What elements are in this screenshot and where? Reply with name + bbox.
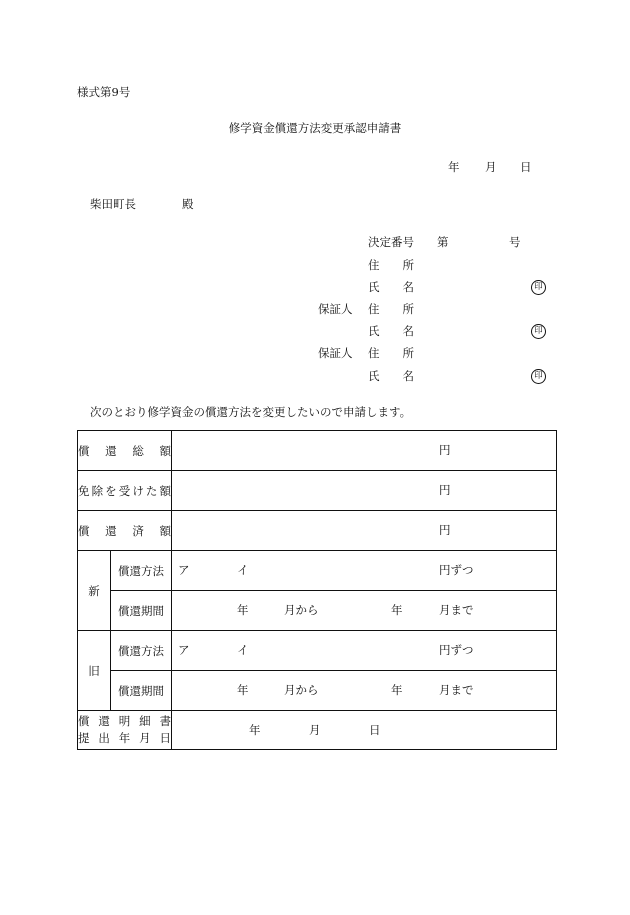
exempted-amount-value-cell bbox=[172, 471, 557, 511]
from-month-label: 月から bbox=[284, 603, 319, 617]
submission-month-label: 月 bbox=[309, 723, 321, 737]
yen-unit: 円 bbox=[439, 443, 451, 457]
label-char: 年 bbox=[118, 731, 131, 745]
method-a-marker: ア bbox=[178, 643, 190, 657]
label-char: 書 bbox=[159, 714, 171, 728]
applicant-name-label bbox=[368, 279, 414, 295]
label-char: 住 bbox=[368, 346, 380, 360]
label-char: 番 bbox=[391, 235, 403, 249]
label-char: け bbox=[132, 483, 144, 498]
table-row bbox=[78, 551, 557, 591]
label-char: 名 bbox=[402, 324, 414, 338]
to-month-label: 月まで bbox=[439, 603, 474, 617]
submission-day-label: 日 bbox=[369, 723, 381, 737]
form-number: 様式第9号 bbox=[77, 85, 131, 99]
label-char: 総 bbox=[132, 443, 144, 458]
old-method-value-cell bbox=[172, 631, 557, 671]
guarantor-1-name-label bbox=[368, 323, 414, 339]
label-char: 明 bbox=[118, 714, 131, 728]
label-char: 額 bbox=[159, 523, 171, 538]
exempted-amount-label bbox=[78, 483, 171, 499]
table-row bbox=[78, 471, 557, 511]
new-method-label: 償還方法 bbox=[118, 563, 164, 578]
new-period-value-cell bbox=[172, 591, 557, 631]
repayment-change-table bbox=[77, 430, 557, 750]
label-char: 日 bbox=[159, 731, 171, 745]
decision-number-label bbox=[368, 234, 414, 250]
new-plan-label-cell bbox=[78, 551, 111, 631]
label-char: を bbox=[105, 483, 117, 498]
label-char: 免 bbox=[78, 483, 90, 498]
old-method-label: 償還方法 bbox=[118, 643, 164, 658]
to-month-label: 月まで bbox=[439, 683, 474, 697]
label-char: 名 bbox=[402, 280, 414, 294]
method-unit: 円ずつ bbox=[439, 563, 474, 577]
table-row bbox=[78, 711, 557, 750]
label-char: 住 bbox=[368, 258, 380, 272]
label-char: 定 bbox=[379, 235, 391, 249]
new-plan-label: 新 bbox=[88, 583, 100, 598]
new-period-label: 償還期間 bbox=[118, 603, 164, 618]
submission-year-label: 年 bbox=[249, 723, 261, 737]
method-i-marker: イ bbox=[237, 643, 249, 657]
table-row bbox=[78, 591, 557, 631]
label-char: 済 bbox=[132, 523, 144, 538]
from-month-label: 月から bbox=[284, 683, 319, 697]
label-char: 償 bbox=[78, 523, 90, 538]
label-char: 還 bbox=[105, 523, 117, 538]
total-repayment-label-cell bbox=[78, 431, 172, 471]
method-i-marker: イ bbox=[237, 563, 249, 577]
label-char: 額 bbox=[159, 483, 171, 498]
label-char: 号 bbox=[402, 235, 414, 249]
label-char: 月 bbox=[139, 731, 151, 745]
label-char: 所 bbox=[402, 258, 414, 272]
label-char: 還 bbox=[105, 443, 117, 458]
label-char: た bbox=[145, 483, 158, 498]
guarantor-2-label: 保証人 bbox=[318, 346, 353, 360]
submission-label-line-2 bbox=[78, 730, 171, 747]
label-char: 受 bbox=[118, 483, 131, 498]
label-char: 所 bbox=[402, 302, 414, 316]
to-year-label: 年 bbox=[391, 683, 403, 697]
submission-date-value-cell bbox=[172, 711, 557, 750]
submission-label-line-1 bbox=[78, 713, 171, 730]
table-row bbox=[78, 631, 557, 671]
label-char: 償 bbox=[78, 443, 90, 458]
from-year-label: 年 bbox=[237, 603, 249, 617]
applicant-seal-icon: 印 bbox=[531, 280, 546, 295]
label-char: 提 bbox=[78, 731, 90, 745]
page-title: 修学資金償還方法変更承認申請書 bbox=[228, 121, 402, 135]
repaid-amount-label-cell bbox=[78, 511, 172, 551]
guarantor-1-seal-icon: 印 bbox=[531, 324, 546, 339]
label-char: 氏 bbox=[368, 369, 380, 383]
guarantor-2-address-label bbox=[368, 345, 414, 361]
guarantor-2-seal-icon: 印 bbox=[531, 369, 546, 384]
new-method-label-cell bbox=[111, 551, 172, 591]
decision-number-suffix: 号 bbox=[509, 235, 521, 249]
applicant-address-label bbox=[368, 257, 414, 273]
date-month-label: 月 bbox=[485, 160, 497, 174]
label-char: 細 bbox=[139, 714, 151, 728]
addressee-honorific: 殿 bbox=[182, 197, 194, 211]
label-char: 還 bbox=[98, 714, 110, 728]
old-method-label-cell bbox=[111, 631, 172, 671]
to-year-label: 年 bbox=[391, 603, 403, 617]
repaid-amount-value-cell bbox=[172, 511, 557, 551]
addressee-name: 柴田町長 bbox=[90, 197, 136, 211]
yen-unit: 円 bbox=[439, 523, 451, 537]
total-repayment-label bbox=[78, 443, 171, 459]
label-char: 氏 bbox=[368, 324, 380, 338]
old-plan-label-cell bbox=[78, 631, 111, 711]
repaid-amount-label bbox=[78, 523, 171, 539]
table-row bbox=[78, 671, 557, 711]
old-period-label: 償還期間 bbox=[118, 683, 164, 698]
old-period-label-cell bbox=[111, 671, 172, 711]
method-a-marker: ア bbox=[178, 563, 190, 577]
date-year-label: 年 bbox=[448, 160, 460, 174]
label-char: 償 bbox=[78, 714, 90, 728]
label-char: 氏 bbox=[368, 280, 380, 294]
exempted-amount-label-cell bbox=[78, 471, 172, 511]
guarantor-1-label: 保証人 bbox=[318, 302, 353, 316]
guarantor-1-address-label bbox=[368, 301, 414, 317]
date-day-label: 日 bbox=[520, 160, 532, 174]
label-char: 額 bbox=[159, 443, 171, 458]
decision-number-prefix: 第 bbox=[437, 235, 449, 249]
method-unit: 円ずつ bbox=[439, 643, 474, 657]
from-year-label: 年 bbox=[237, 683, 249, 697]
label-char: 名 bbox=[402, 369, 414, 383]
new-method-value-cell bbox=[172, 551, 557, 591]
old-period-value-cell bbox=[172, 671, 557, 711]
label-char: 所 bbox=[402, 346, 414, 360]
yen-unit: 円 bbox=[439, 483, 451, 497]
label-char: 除 bbox=[91, 483, 104, 498]
total-repayment-value-cell bbox=[172, 431, 557, 471]
table-row bbox=[78, 431, 557, 471]
label-char: 決 bbox=[368, 235, 380, 249]
old-plan-label: 旧 bbox=[88, 663, 100, 678]
new-period-label-cell bbox=[111, 591, 172, 631]
submission-label-cell bbox=[78, 711, 172, 750]
guarantor-2-name-label bbox=[368, 368, 414, 384]
label-char: 出 bbox=[98, 731, 110, 745]
table-row bbox=[78, 511, 557, 551]
statement-text: 次のとおり修学資金の償還方法を変更したいので申請します。 bbox=[90, 405, 412, 419]
label-char: 住 bbox=[368, 302, 380, 316]
